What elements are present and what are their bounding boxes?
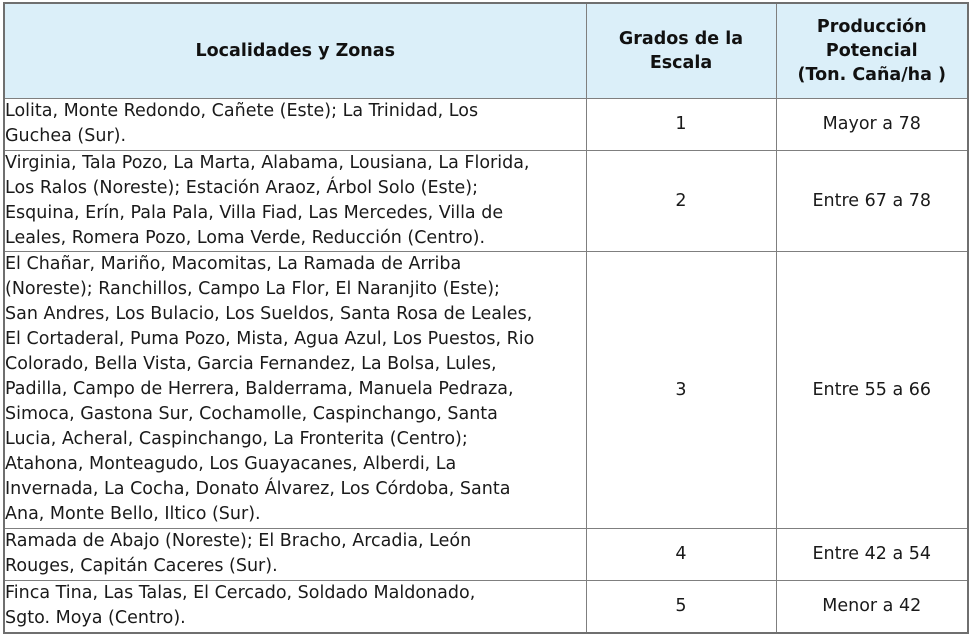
- production-cell: Entre 55 a 66: [776, 251, 968, 528]
- production-cell: Entre 67 a 78: [776, 150, 968, 251]
- table-body: [4, 98, 968, 633]
- table-row: [4, 528, 968, 580]
- production-cell: Menor a 42: [776, 580, 968, 633]
- header-row: [4, 3, 968, 98]
- header-production-line-1: Producción: [816, 16, 927, 37]
- zones-cell: El Chañar, Mariño, Macomitas, La Ramada de Arriba (Noreste); Ranchillos, Campo La Flor, El Naranjito (Este); San Andres, Los Bulacio, Los Sueldos, Santa Rosa de Leales, El Cortaderal, Puma Pozo, Mista, Agua Azul, Los Puestos, Rio Colorado, Bella Vista, Garcia Fernandez, La Bolsa, Lules, Padilla, Campo de Herrera, Balderrama, Manuela Pedraza, Simoca, Gastona Sur, Cochamolle, Caspinchango, Santa Lucia, Acheral, Caspinchango, La Fronterita (Centro); Atahona, Monteagudo, Los Guayacanes, Alberdi, La Invernada, La Cocha, Donato Álvarez, Los Córdoba, Santa Ana, Monte Bello, Iltico (Sur).: [4, 251, 586, 528]
- header-grade: [586, 3, 776, 98]
- header-grade-line-2: Escala: [649, 52, 713, 73]
- zones-cell: Lolita, Monte Redondo, Cañete (Este); La Trinidad, Los Guchea (Sur).: [4, 98, 586, 150]
- header-zones: [4, 3, 586, 98]
- grade-cell: 2: [586, 150, 776, 251]
- header-production-line-2: Potencial: [825, 40, 918, 61]
- table-row: [4, 98, 968, 150]
- header-production-line-3: (Ton. Caña/ha ): [797, 64, 946, 85]
- grade-cell: 5: [586, 580, 776, 633]
- grade-cell: 4: [586, 528, 776, 580]
- production-cell: Mayor a 78: [776, 98, 968, 150]
- table-row: [4, 150, 968, 251]
- header-production: [776, 3, 968, 98]
- production-cell: Entre 42 a 54: [776, 528, 968, 580]
- zones-cell: Virginia, Tala Pozo, La Marta, Alabama, Lousiana, La Florida, Los Ralos (Noreste); Estación Araoz, Árbol Solo (Este); Esquina, Erín, Pala Pala, Villa Fiad, Las Mercedes, Villa de Leales, Romera Pozo, Loma Verde, Reducción (Centro).: [4, 150, 586, 251]
- zones-cell: Finca Tina, Las Talas, El Cercado, Soldado Maldonado, Sgto. Moya (Centro).: [4, 580, 586, 633]
- table-row: [4, 251, 968, 528]
- zones-cell: Ramada de Abajo (Noreste); El Bracho, Arcadia, León Rouges, Capitán Caceres (Sur).: [4, 528, 586, 580]
- scale-table: [3, 2, 969, 634]
- header-zones-label: Localidades y Zonas: [195, 40, 395, 61]
- grade-cell: 3: [586, 251, 776, 528]
- table-header: [4, 3, 968, 98]
- grade-cell: 1: [586, 98, 776, 150]
- table-row: [4, 580, 968, 633]
- header-grade-line-1: Grados de la: [618, 28, 744, 49]
